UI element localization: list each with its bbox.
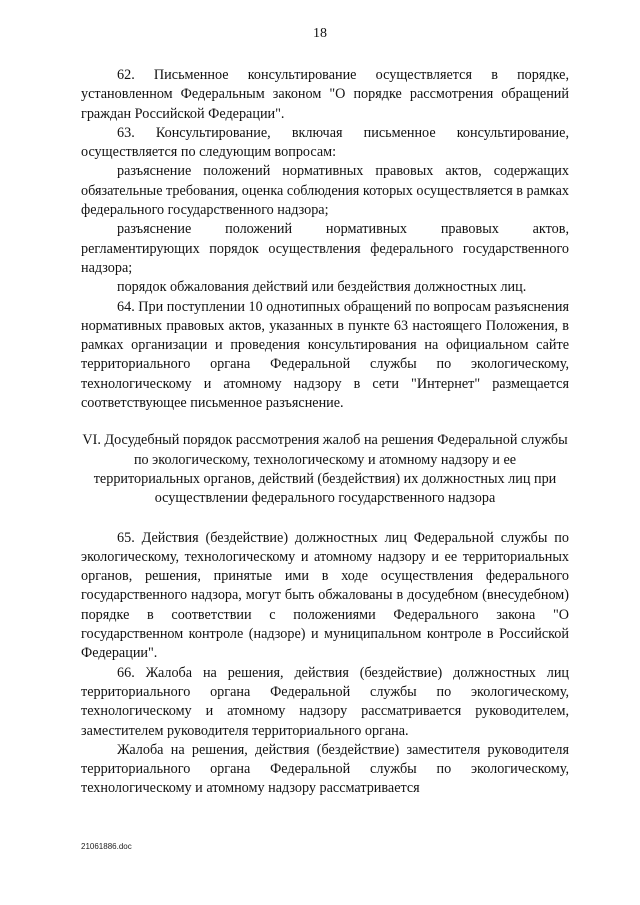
section-heading: VI. Досудебный порядок рассмотрения жалоб на решения Федеральной службы по экологическому, технологическому и атомному надзору и ее территориальных органов, действий (бездействия) их должностных лиц при осуществлении федерального государственного надзора (82, 432, 568, 507)
paragraph-66-continued: Жалоба на решения, действия (бездействие) заместителя руководителя территориального органа Федеральной службы по экологическому, технологическому и атомному надзору рассматривается (81, 741, 569, 797)
paragraph-65: 65. Действия (бездействие) должностных лиц Федеральной службы по экологическому, технологическому и атомному надзору и ее территориальных органов, решения, принятые ими в ходе осуществления федерального государственного надзора, могут быть обжалованы в досудебном (внесудебном) порядке в соответствии с положениями Федерального закона "О государственном контроле (надзоре) и муниципальном контроле в Российской Федерации". (81, 529, 569, 662)
paragraph-66: 66. Жалоба на решения, действия (бездействие) должностных лиц территориального органа Федеральной службы по экологическому, технологическому и атомному надзору рассматривается руководителем, заместителем руководителя территориального органа. (81, 664, 569, 739)
paragraph-63-item-1: разъяснение положений нормативных правовых актов, содержащих обязательные требования, оценка соблюдения которых осуществляется в рамках федерального государственного надзора; (81, 163, 569, 219)
page-number: 18 (313, 26, 327, 41)
paragraph-63-item-3: порядок обжалования действий или бездействия должностных лиц. (117, 279, 527, 296)
paragraph-62: 62. Письменное консультирование осуществляется в порядке, установленном Федеральным законом "О порядке рассмотрения обращений граждан Российской Федерации". (81, 67, 569, 122)
paragraph-63-item-2: разъяснение положений нормативных правовых актов, регламентирующих порядок осуществления федерального государственного надзора; (81, 221, 569, 276)
paragraph-64: 64. При поступлении 10 однотипных обращений по вопросам разъяснения нормативных правовых актов, указанных в пункте 63 настоящего Положения, в рамках организации и проведения консультирования на официальном сайте территориального органа Федеральной службы по экологическому, технологическому и атомному надзору в сети "Интернет" размещается соответствующее письменное разъяснение. (81, 298, 569, 412)
paragraph-63: 63. Консультирование, включая письменное консультирование, осуществляется по следующим вопросам: (81, 124, 569, 161)
footer-filename: 21061886.doc (81, 842, 132, 851)
document-body (81, 66, 569, 799)
